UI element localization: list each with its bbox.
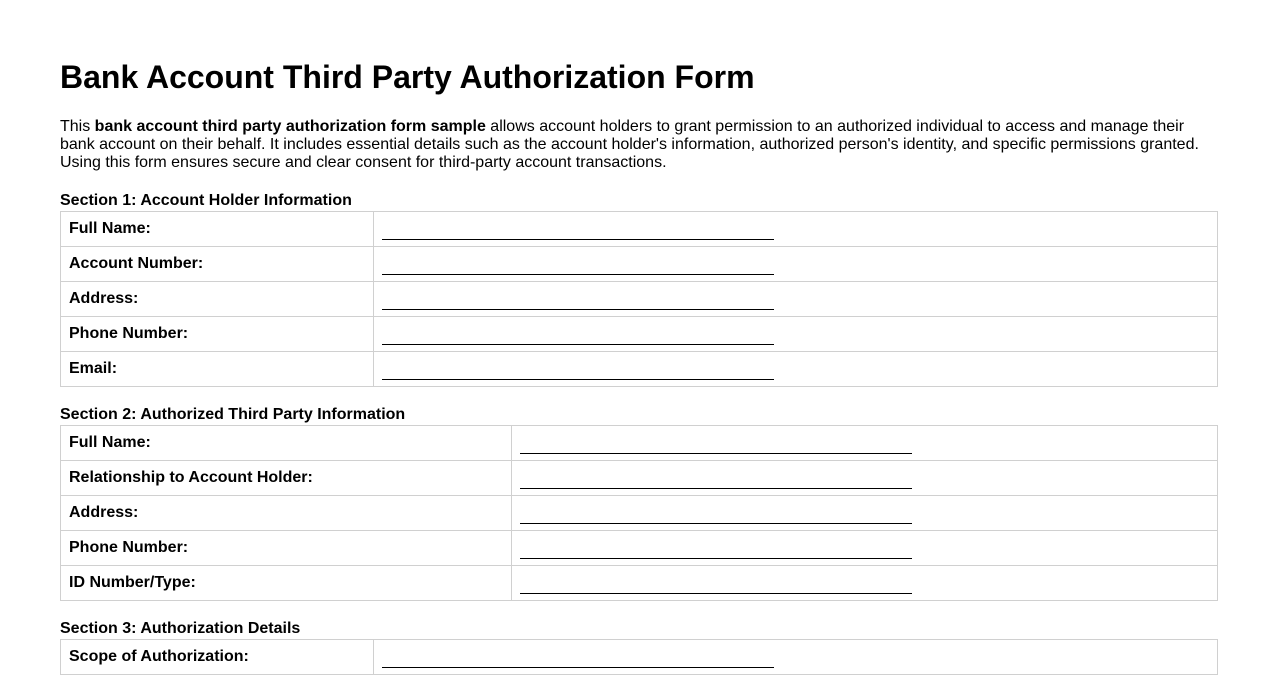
holder-full-name-field[interactable] [382,225,774,240]
table-row [61,282,1218,317]
field-cell [512,461,1218,496]
field-label: Full Name: [61,426,512,461]
field-label: Email: [61,352,374,387]
section-2-title: Section 2: Authorized Third Party Information [60,406,406,423]
field-cell [512,496,1218,531]
section-1-title: Section 1: Account Holder Information [60,192,352,209]
table-row [61,640,1218,675]
intro-suffix: allows account holders to grant permission to an authorized individual to access and manage their bank account on their behalf. It includes essential details such as the account holder's information, authorized person's identity, and specific permissions granted. Using this form ensures secure and clear consent for third-party account transactions. [60,118,1199,171]
field-cell [374,352,1218,387]
field-label: Relationship to Account Holder: [61,461,512,496]
field-label: Phone Number: [61,317,374,352]
third-party-full-name-field[interactable] [520,439,912,454]
field-cell [374,640,1218,675]
holder-account-number-field[interactable] [382,260,774,275]
third-party-table [60,425,1218,601]
field-cell [374,282,1218,317]
field-cell [512,426,1218,461]
field-label: Full Name: [61,212,374,247]
authorization-details-table [60,639,1218,675]
intro-paragraph [60,118,1218,172]
authorization-scope-field[interactable] [382,653,774,668]
field-cell [374,317,1218,352]
holder-phone-field[interactable] [382,330,774,345]
third-party-id-field[interactable] [520,579,912,594]
table-row [61,426,1218,461]
third-party-address-field[interactable] [520,509,912,524]
table-row [61,531,1218,566]
form-content [60,58,1218,675]
field-cell [512,531,1218,566]
intro-bold: bank account third party authorization form sample [94,118,486,135]
holder-email-field[interactable] [382,365,774,380]
field-label: Account Number: [61,247,374,282]
third-party-relationship-field[interactable] [520,474,912,489]
table-row [61,496,1218,531]
table-row [61,317,1218,352]
table-row [61,461,1218,496]
intro-prefix: This [60,118,95,135]
table-row [61,352,1218,387]
field-label: Address: [61,282,374,317]
third-party-phone-field[interactable] [520,544,912,559]
table-row [61,247,1218,282]
section-3-title: Section 3: Authorization Details [60,620,301,637]
field-label: Phone Number: [61,531,512,566]
field-cell [374,212,1218,247]
account-holder-table [60,211,1218,387]
field-label: Scope of Authorization: [61,640,374,675]
holder-address-field[interactable] [382,295,774,310]
field-label: ID Number/Type: [61,566,512,601]
page-title: Bank Account Third Party Authorization Form [60,59,755,95]
field-cell [374,247,1218,282]
field-label: Address: [61,496,512,531]
table-row [61,566,1218,601]
table-row [61,212,1218,247]
field-cell [512,566,1218,601]
